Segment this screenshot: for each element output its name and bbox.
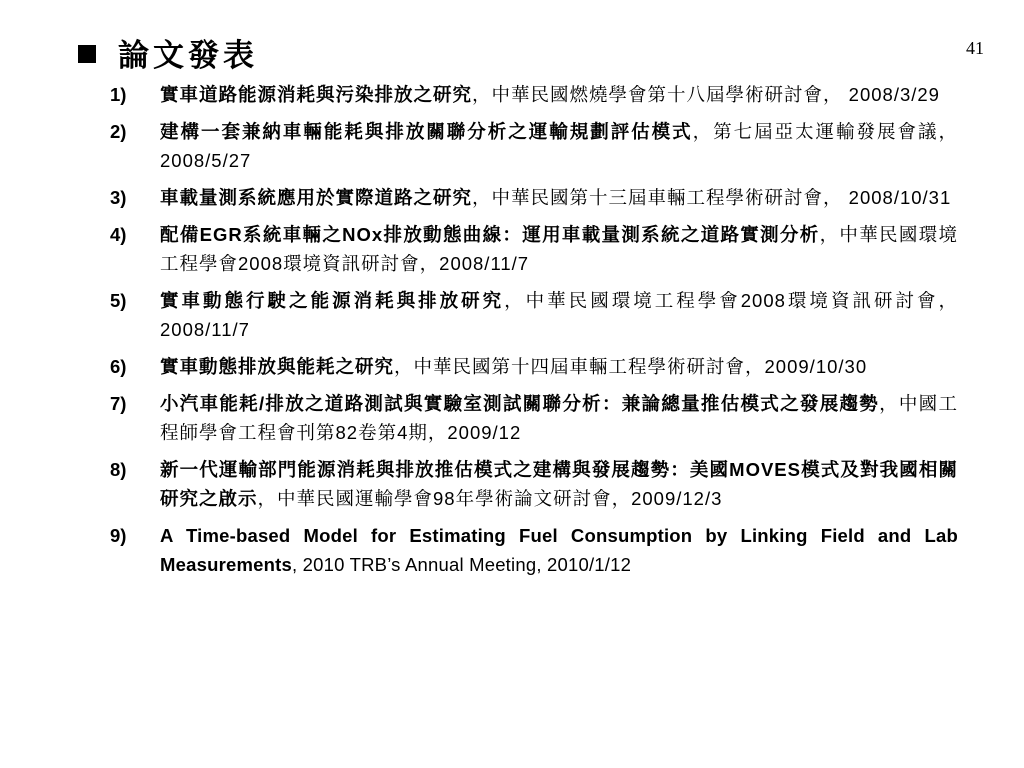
publication-text xyxy=(160,220,958,278)
publication-title: 實車動態行駛之能源消耗與排放研究 xyxy=(160,290,505,311)
publication-text xyxy=(160,389,958,447)
publication-item xyxy=(110,286,958,344)
publication-venue: ，中華民國第十四屆車輛工程學術研討會，2009/10/30 xyxy=(394,356,868,377)
publication-venue: ，第七屆亞太運輸發展會議， 2008/5/27 xyxy=(160,121,958,171)
publication-venue: , 2010 TRB’s Annual Meeting, 2010/1/12 xyxy=(291,554,632,575)
publication-number: 4) xyxy=(110,224,127,245)
publication-text xyxy=(160,286,958,344)
publication-venue: ，中華民國燃燒學會第十八屆學術研討會， 2008/3/29 xyxy=(472,84,940,105)
publication-number: 8) xyxy=(110,459,127,480)
publication-item xyxy=(110,455,958,513)
publication-text xyxy=(160,80,958,109)
publication-text xyxy=(160,183,958,212)
page-number: 41 xyxy=(966,38,984,58)
publication-item xyxy=(110,352,958,381)
square-bullet-icon xyxy=(78,45,96,63)
publication-item xyxy=(110,389,958,447)
publication-item xyxy=(110,117,958,175)
publication-list xyxy=(110,80,958,587)
publication-item xyxy=(110,220,958,278)
publication-title: 小汽車能耗/排放之道路測試與實驗室測試關聯分析：兼論總量推估模式之發展趨勢 xyxy=(160,393,880,414)
publication-text xyxy=(160,455,958,513)
publication-text xyxy=(160,117,958,175)
publication-number: 1) xyxy=(110,84,127,105)
publication-title: 新一代運輸部門能源消耗與排放推估模式之建構與發展趨勢：美國MOVES模式及對我國相關研究之啟示 xyxy=(160,459,958,509)
publication-item xyxy=(110,521,958,579)
publication-number: 2) xyxy=(110,121,127,142)
publication-title: 實車動態排放與能耗之研究 xyxy=(160,356,395,377)
publication-number: 3) xyxy=(110,187,127,208)
publication-item xyxy=(110,80,958,109)
publication-title: A Time-based Model for Estimating Fuel Consumption by Linking Field and Lab Measurements xyxy=(160,525,958,575)
publication-number: 6) xyxy=(110,356,127,377)
publication-number: 5) xyxy=(110,290,127,311)
publication-venue: ，中華民國運輸學會98年學術論文研討會，2009/12/3 xyxy=(257,488,723,509)
publication-text xyxy=(160,521,958,579)
publication-title: 車載量測系統應用於實際道路之研究 xyxy=(160,187,473,208)
publication-number: 7) xyxy=(110,393,127,414)
publication-title: 實車道路能源消耗與污染排放之研究 xyxy=(160,84,473,105)
publication-venue: ，中華民國第十三屆車輛工程學術研討會， 2008/10/31 xyxy=(472,187,952,208)
publication-venue: ，中華民國環境工程學會2008環境資訊研討會，2008/11/7 xyxy=(160,290,958,340)
publication-text xyxy=(160,352,958,381)
slide-title xyxy=(78,30,258,75)
publication-title: 配備EGR系統車輛之NOx排放動態曲線：運用車載量測系統之道路實測分析 xyxy=(160,224,820,245)
publication-venue: ，中華民國環境工程學會2008環境資訊研討會，2008/11/7 xyxy=(160,224,958,274)
publication-venue: ，中國工程師學會工程會刊第82卷第4期，2009/12 xyxy=(160,393,958,443)
publication-item xyxy=(110,183,958,212)
publication-number: 9) xyxy=(110,525,127,546)
publication-title: 建構一套兼納車輛能耗與排放關聯分析之運輸規劃評估模式 xyxy=(160,121,693,142)
page-title: 論文發表 xyxy=(118,38,258,74)
